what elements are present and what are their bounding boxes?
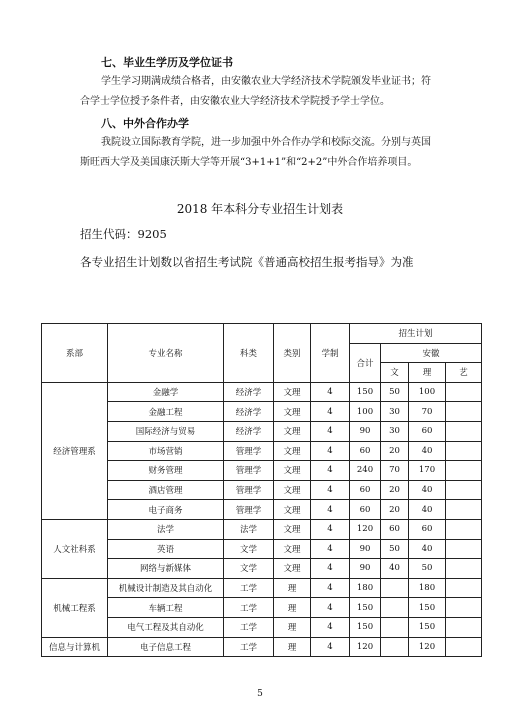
category-cell: 管理学 <box>224 441 274 461</box>
dept-cell: 经济管理系 <box>42 382 108 519</box>
wen-cell: 30 <box>381 402 409 422</box>
major-cell: 网络与新媒体 <box>108 559 224 579</box>
major-cell: 电子商务 <box>108 500 224 520</box>
header-category: 科类 <box>224 324 274 383</box>
category-cell: 经济学 <box>224 421 274 441</box>
section-heading-cooperation: 八、中外合作办学 <box>101 117 189 130</box>
total-cell: 90 <box>350 539 381 559</box>
major-cell: 财务管理 <box>108 461 224 481</box>
table-row <box>42 519 482 539</box>
header-dept: 系部 <box>42 324 108 383</box>
yi-cell <box>446 559 482 579</box>
total-cell: 120 <box>350 637 381 657</box>
total-cell: 60 <box>350 480 381 500</box>
li-cell: 50 <box>409 559 446 579</box>
yi-cell <box>446 461 482 481</box>
years-cell: 4 <box>311 441 350 461</box>
total-cell: 120 <box>350 519 381 539</box>
category-cell: 工学 <box>224 637 274 657</box>
yi-cell <box>446 598 482 618</box>
yi-cell <box>446 480 482 500</box>
total-cell: 60 <box>350 441 381 461</box>
table-row <box>42 598 482 618</box>
total-cell: 60 <box>350 500 381 520</box>
yi-cell <box>446 539 482 559</box>
header-wen: 文 <box>381 363 409 383</box>
years-cell: 4 <box>311 519 350 539</box>
wen-cell <box>381 617 409 637</box>
enrollment-note: 各专业招生计划数以省招生考试院《普通高校招生报考指导》为准 <box>80 255 414 269</box>
enrollment-plan-table <box>41 323 482 657</box>
table-body <box>42 382 482 656</box>
table-row <box>42 559 482 579</box>
type-cell: 理 <box>274 598 311 618</box>
li-cell: 170 <box>409 461 446 481</box>
dept-cell: 信息与计算机 <box>42 637 108 657</box>
wen-cell: 60 <box>381 519 409 539</box>
graduation-paragraph <box>80 72 445 112</box>
years-cell: 4 <box>311 637 350 657</box>
category-cell: 文学 <box>224 559 274 579</box>
major-cell: 酒店管理 <box>108 480 224 500</box>
total-cell: 150 <box>350 617 381 637</box>
wen-cell: 20 <box>381 500 409 520</box>
page-number: 5 <box>257 689 263 699</box>
years-cell: 4 <box>311 480 350 500</box>
major-cell: 机械设计制造及其自动化 <box>108 578 224 598</box>
yi-cell <box>446 500 482 520</box>
header-yi: 艺 <box>446 363 482 383</box>
wen-cell: 50 <box>381 539 409 559</box>
li-cell: 40 <box>409 441 446 461</box>
years-cell: 4 <box>311 500 350 520</box>
yi-cell <box>446 519 482 539</box>
paragraph-line: 合学士学位授予条件者，由安徽农业大学经济技术学院授予学士学位。 <box>80 96 390 107</box>
cooperation-paragraph <box>80 133 445 173</box>
paragraph-line: 斯旺西大学及美国康沃斯大学等开展“3+1+1”和“2+2”中外合作培养项目。 <box>80 157 418 168</box>
category-cell: 经济学 <box>224 382 274 402</box>
type-cell: 文理 <box>274 461 311 481</box>
li-cell: 150 <box>409 617 446 637</box>
type-cell: 理 <box>274 578 311 598</box>
category-cell: 工学 <box>224 578 274 598</box>
yi-cell <box>446 617 482 637</box>
total-cell: 90 <box>350 559 381 579</box>
years-cell: 4 <box>311 421 350 441</box>
major-cell: 市场营销 <box>108 441 224 461</box>
table-row <box>42 637 482 657</box>
total-cell: 180 <box>350 578 381 598</box>
major-cell: 电子信息工程 <box>108 637 224 657</box>
years-cell: 4 <box>311 598 350 618</box>
major-cell: 国际经济与贸易 <box>108 421 224 441</box>
table-row <box>42 421 482 441</box>
paragraph-line: 我院设立国际教育学院，进一步加强中外合作办学和校际交流。分别与英国 <box>101 137 431 148</box>
header-total: 合计 <box>350 343 381 382</box>
li-cell: 70 <box>409 402 446 422</box>
type-cell: 文理 <box>274 402 311 422</box>
li-cell: 100 <box>409 382 446 402</box>
type-cell: 文理 <box>274 480 311 500</box>
major-cell: 车辆工程 <box>108 598 224 618</box>
yi-cell <box>446 421 482 441</box>
type-cell: 文理 <box>274 539 311 559</box>
wen-cell: 20 <box>381 441 409 461</box>
years-cell: 4 <box>311 382 350 402</box>
major-cell: 英语 <box>108 539 224 559</box>
header-years: 学制 <box>311 324 350 383</box>
type-cell: 文理 <box>274 382 311 402</box>
document-title: 2018 年本科分专业招生计划表 <box>176 202 344 216</box>
wen-cell: 50 <box>381 382 409 402</box>
total-cell: 150 <box>350 598 381 618</box>
wen-cell: 40 <box>381 559 409 579</box>
li-cell: 150 <box>409 598 446 618</box>
li-cell: 120 <box>409 637 446 657</box>
yi-cell <box>446 441 482 461</box>
major-cell: 金融工程 <box>108 402 224 422</box>
years-cell: 4 <box>311 559 350 579</box>
wen-cell: 30 <box>381 421 409 441</box>
paragraph-line: 学生学习期满成绩合格者，由安徽农业大学经济技术学院颁发毕业证书；符 <box>101 76 431 87</box>
type-cell: 文理 <box>274 559 311 579</box>
category-cell: 经济学 <box>224 402 274 422</box>
years-cell: 4 <box>311 617 350 637</box>
total-cell: 240 <box>350 461 381 481</box>
header-plan: 招生计划 <box>350 324 482 344</box>
major-cell: 金融学 <box>108 382 224 402</box>
li-cell: 40 <box>409 500 446 520</box>
wen-cell: 70 <box>381 461 409 481</box>
type-cell: 理 <box>274 617 311 637</box>
wen-cell <box>381 598 409 618</box>
li-cell: 180 <box>409 578 446 598</box>
yi-cell <box>446 382 482 402</box>
years-cell: 4 <box>311 578 350 598</box>
category-cell: 工学 <box>224 598 274 618</box>
category-cell: 管理学 <box>224 461 274 481</box>
section-heading-graduation: 七、毕业生学历及学位证书 <box>101 56 233 69</box>
enrollment-code: 招生代码：9205 <box>80 227 167 241</box>
category-cell: 法学 <box>224 519 274 539</box>
years-cell: 4 <box>311 461 350 481</box>
table-row <box>42 382 482 402</box>
category-cell: 管理学 <box>224 480 274 500</box>
table-row <box>42 578 482 598</box>
header-li: 理 <box>409 363 446 383</box>
table-row <box>42 480 482 500</box>
yi-cell <box>446 402 482 422</box>
li-cell: 40 <box>409 480 446 500</box>
type-cell: 文理 <box>274 500 311 520</box>
table-row <box>42 441 482 461</box>
li-cell: 40 <box>409 539 446 559</box>
category-cell: 管理学 <box>224 500 274 520</box>
type-cell: 文理 <box>274 421 311 441</box>
header-anhui: 安徽 <box>381 343 482 363</box>
major-cell: 电气工程及其自动化 <box>108 617 224 637</box>
yi-cell <box>446 637 482 657</box>
years-cell: 4 <box>311 539 350 559</box>
header-type: 类别 <box>274 324 311 383</box>
wen-cell: 20 <box>381 480 409 500</box>
table-row <box>42 500 482 520</box>
table-row <box>42 461 482 481</box>
header-major: 专业名称 <box>108 324 224 383</box>
category-cell: 工学 <box>224 617 274 637</box>
yi-cell <box>446 578 482 598</box>
category-cell: 文学 <box>224 539 274 559</box>
major-cell: 法学 <box>108 519 224 539</box>
total-cell: 150 <box>350 382 381 402</box>
wen-cell <box>381 578 409 598</box>
table-row <box>42 402 482 422</box>
li-cell: 60 <box>409 421 446 441</box>
table-row <box>42 617 482 637</box>
li-cell: 60 <box>409 519 446 539</box>
dept-cell: 机械工程系 <box>42 578 108 637</box>
wen-cell <box>381 637 409 657</box>
table-row <box>42 539 482 559</box>
type-cell: 理 <box>274 637 311 657</box>
dept-cell: 人文社科系 <box>42 519 108 578</box>
type-cell: 文理 <box>274 519 311 539</box>
type-cell: 文理 <box>274 441 311 461</box>
total-cell: 90 <box>350 421 381 441</box>
years-cell: 4 <box>311 402 350 422</box>
total-cell: 100 <box>350 402 381 422</box>
